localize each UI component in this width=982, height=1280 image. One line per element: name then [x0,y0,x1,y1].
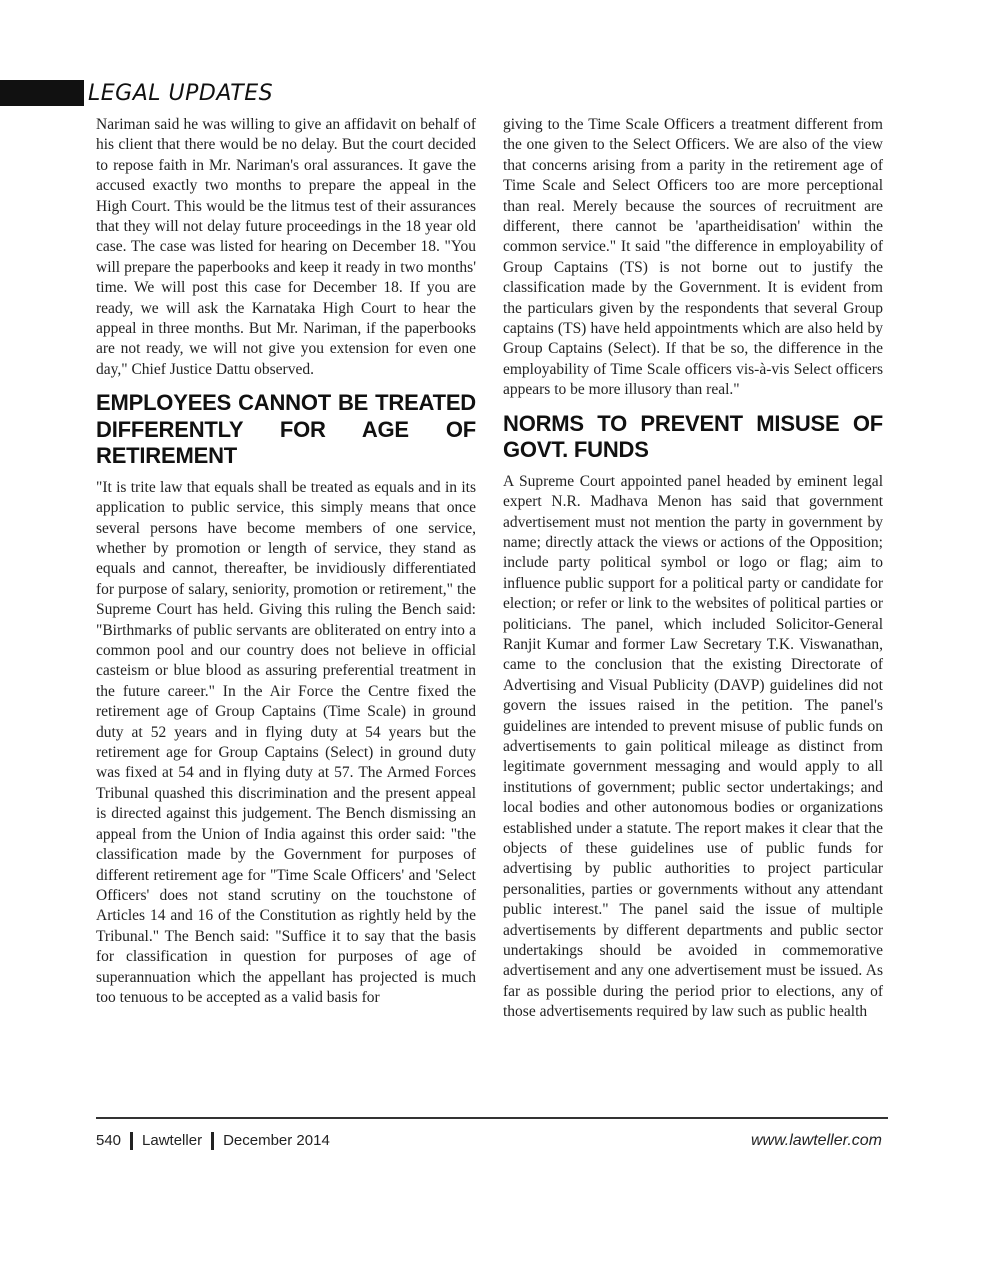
right-column [503,115,883,1023]
article-paragraph: A Supreme Court appointed panel headed by eminent legal expert N.R. Madhava Menon has said that government advertisement must not mention the party in government by name; directly attack the views or actions of the Opposition; include party political symbol or logo or flag; aim to influence public support for a political party or candidate for election; or refer or link to the websites of political parties or politicians. The panel, which included Solicitor-General Ranjit Kumar and former Law Secretary T.K. Viswanathan, came to the conclusion that the existing Directorate of Advertising and Visual Publicity (DAVP) guidelines did not govern the issues raised in the petition. The panel's guidelines are intended to prevent misuse of public funds on advertisements to gain political mileage as distinct from legitimate government messaging and would apply to all institutions of government; public sector undertakings; and local bodies and other autonomous bodies or organizations established under a statute. The report makes it clear that the objects of these guidelines use of public funds for advertising by public authorities to project particular personalities, parties or governments without any attendant public interest." The panel said the issue of multiple advertisements by different departments and public sector undertakings should be avoided in commemorative advertisement and any one advertisement must be issued. As far as possible during the period prior to elections, any of those advertisements required by law such as public health [503,472,883,1021]
footer-info [96,1131,330,1151]
section-marker-bar [0,80,84,106]
article-paragraph: "It is trite law that equals shall be treated as equals and in its application to public service, this simply means that once several persons have become members of one service, whether by promotion or length of service, they stand as equals and cannot, thereafter, be invidiously differentiated for purpose of salary, seniority, promotion or retirement," the Supreme Court has held. Giving this ruling the Bench said: "Birthmarks of public servants are obliterated on entry into a common pool and our country does not believe in official casteism or blue blood as assuring preferential treatment in the future career." In the Air Force the Centre fixed the retirement age of Group Captains (Time Scale) in ground duty at 52 years and in flying duty at 54 years but the retirement age for Group Captains (Select) in ground duty was fixed at 54 and in flying duty at 57. The Armed Forces Tribunal quashed this discrimination and the present appeal is directed against this judgement. The Bench dismissing an appeal from the Union of India against this order said: "the classification made by the Government for purposes of different retirement age for "Time Scale Officers' and 'Select Officers' does not stand scrutiny on the touchstone of Articles 14 and 16 of the Constitution as rightly held by the Tribunal." The Bench said: "Suffice it to say that the basis for classification in question for purposes of age of superannuation which the appellant has projected is much too tenuous to be accepted as a valid basis for [96,478,476,1006]
article-paragraph: Nariman said he was willing to give an affidavit on behalf of his client that there would be no delay. But the court decided to repose faith in Mr. Nariman's oral assurances. It gave the accused exactly two months to prepare the appeal in the High Court. This would be the litmus test of their assurances that they will not delay future proceedings in the 18 year old case. The case was listed for hearing on December 18. "You will prepare the paperbooks and keep it ready in two months' time. We will post this case for December 18. If you are ready, we will ask the Karnataka High Court to hear the appeal in three months. But Mr. Nariman, if the paperbooks are not ready, we will not give you extension for even one day," Chief Justice Dattu observed. [96,116,476,378]
footer-separator [211,1132,214,1150]
article-heading: NORMS TO PREVENT MISUSE OF GOVT. FUNDS [503,410,883,463]
website-link[interactable]: www.lawteller.com [751,1132,882,1149]
article-heading: EMPLOYEES CANNOT BE TREATED DIFFERENTLY FOR AGE OF RETIREMENT [96,390,476,469]
footer-separator [130,1132,133,1150]
issue-date: December 2014 [223,1132,330,1149]
article-paragraph: giving to the Time Scale Officers a treatment different from the one given to the Select Officers. We are also of the view that concerns arising from a parity in the retirement age of Time Scale and Select Officers too are more perceptional than real. Merely because the sources of recruitment are different, there cannot be 'apartheidisation' within the common service." It said "the difference in employability of Group Captains (TS) is not borne out to justify the classification made by the Government. It is evident from the particulars given by the respondents that several Group captains (TS) have held appointments which are also held by Group Captains (Select). If that be so, the difference in the employability of Time Scale officers vis-à-vis Select officers appears to be more illusory than real." [503,116,883,399]
section-title: LEGAL UPDATES [88,81,274,106]
left-column [96,115,476,1008]
page-number: 540 [96,1132,122,1149]
publication-name: Lawteller [142,1132,203,1149]
footer-divider [96,1117,888,1119]
